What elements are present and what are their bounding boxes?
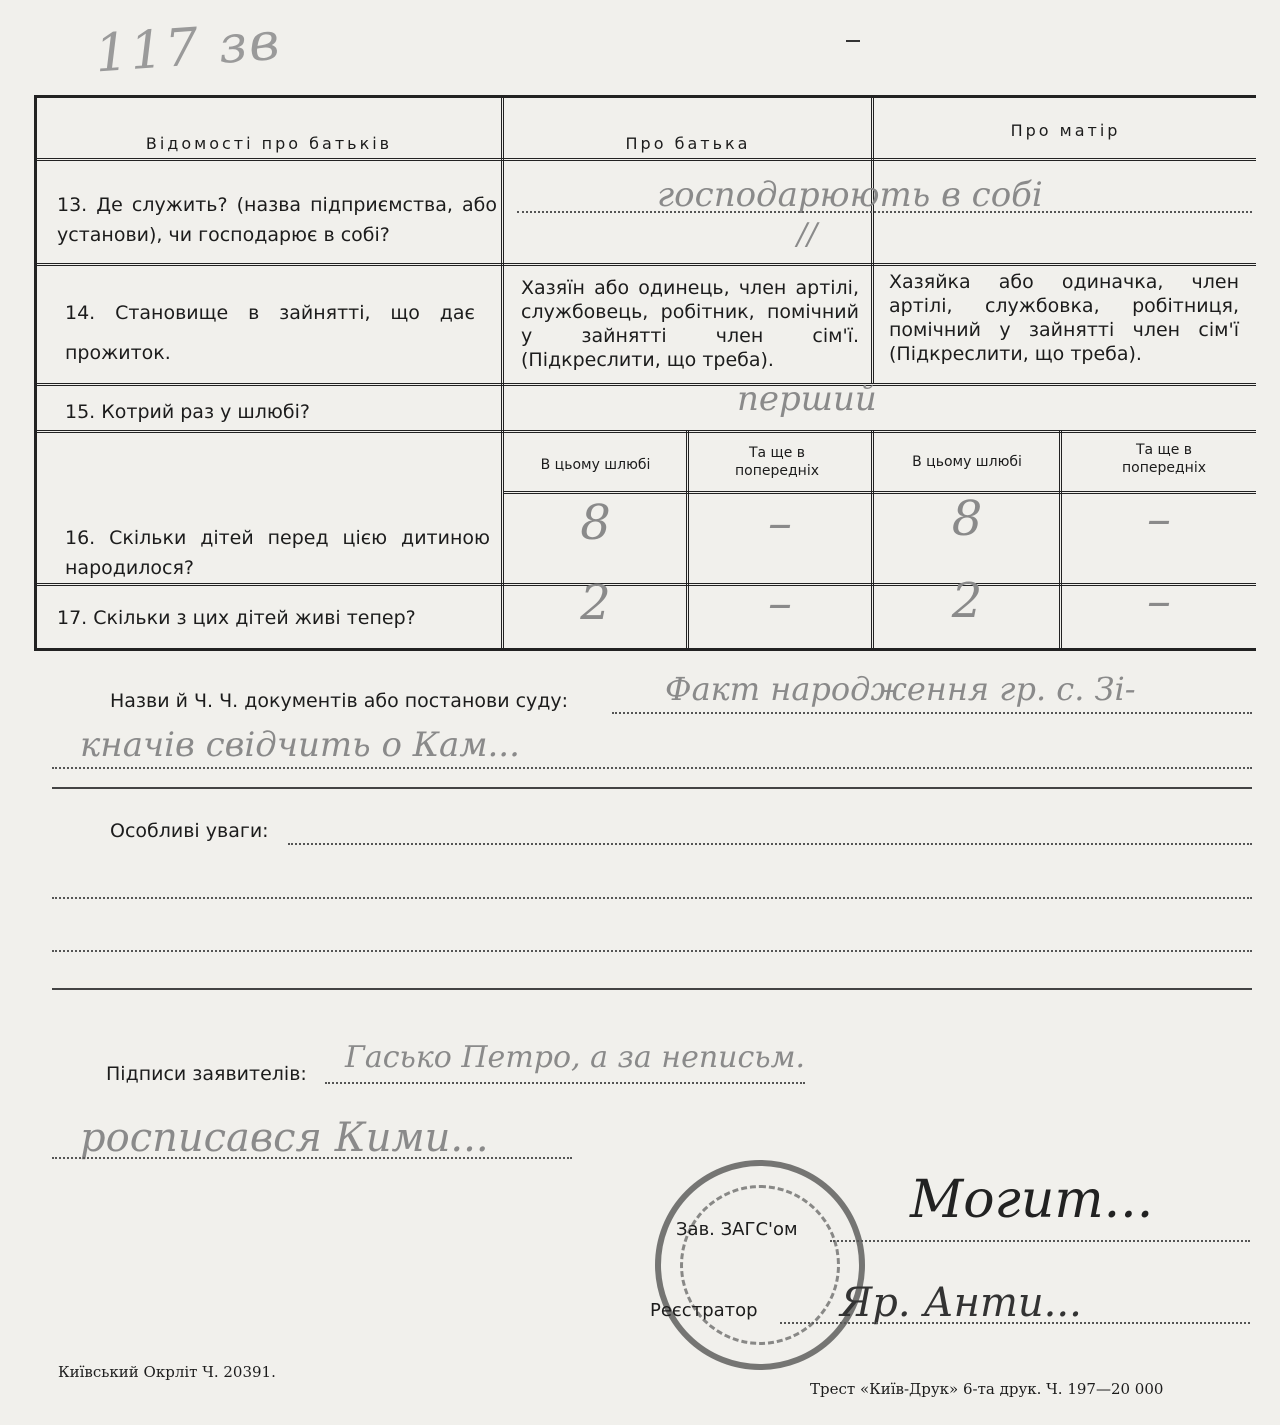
- dash-mark: [846, 40, 860, 42]
- father-this-marriage-header: В цьому шлюбі: [540, 457, 651, 473]
- zags-head-label: Зав. ЗАГС'ом: [676, 1219, 798, 1240]
- header-mother: Про матір: [1010, 121, 1121, 140]
- row-divider: [37, 430, 1256, 433]
- mother-previous-header: Та ще в попередніх: [1122, 442, 1206, 476]
- documents-label: Назви й Ч. Ч. документів або постанови суду:: [110, 690, 569, 712]
- signatures-line1: Гасько Петро, а за неписьм.: [345, 1040, 806, 1075]
- q13-answer-line: [517, 211, 1252, 213]
- father-previous-header: Та ще в попередніх: [735, 445, 819, 479]
- documents-line3-rule: [52, 787, 1252, 789]
- official-stamp-inner-ring: [680, 1185, 840, 1345]
- col-divider: [871, 430, 874, 651]
- documents-line1: Факт народження гр. с. Зі-: [665, 670, 1136, 708]
- q14-father-options: Хазяїн або одинець, член артілі, службовець, робітник, помічний у зайнятті член сім'ї. (Підкреслити, що треба).: [521, 277, 859, 371]
- q14-mother-options: Хазяйка або одиначка, член артілі, службовка, робітниця, помічний у зайнятті член сім'ї (Підкреслити, що треба).: [889, 271, 1239, 365]
- registrar-label: Реєстратор: [650, 1300, 758, 1321]
- signatures-label: Підписи заявителів:: [106, 1063, 307, 1085]
- row-divider: [37, 583, 1256, 586]
- zags-head-signature-rule: [830, 1240, 1250, 1242]
- q13-label: 13. Де служить? (назва підприємства, або установи), чи господарює в собі?: [57, 194, 497, 246]
- remarks-line2-rule: [52, 897, 1252, 899]
- row-divider: [37, 383, 1256, 386]
- documents-line2-rule: [52, 767, 1252, 769]
- q16-father-prev: –: [768, 495, 792, 551]
- q16-mother-this: 8: [951, 491, 983, 547]
- row-divider: [37, 158, 1256, 161]
- signatures-line2-rule: [52, 1157, 572, 1159]
- zags-head-signature: Могит...: [910, 1170, 1154, 1230]
- registrar-signature: Яр. Анти...: [840, 1280, 1082, 1326]
- remarks-line3-rule: [52, 950, 1252, 952]
- q17-father-this: 2: [580, 575, 611, 631]
- archive-page-number: 117 зв: [93, 11, 284, 85]
- footer-right: Трест «Київ-Друк» 6-та друк. Ч. 197—20 000: [810, 1380, 1164, 1398]
- q13-answer: господарюють в собі: [657, 175, 1043, 215]
- q16-mother-prev: –: [1147, 491, 1171, 547]
- documents-line1-rule: [612, 712, 1252, 714]
- signatures-line2: росписався Кими...: [80, 1115, 489, 1161]
- col-divider: [686, 430, 689, 651]
- q16-father-this: 8: [580, 495, 611, 551]
- q15-answer: перший: [737, 379, 877, 419]
- row-divider: [37, 263, 1256, 266]
- q17-mother-prev: –: [1147, 573, 1171, 629]
- q15-label: 15. Котрий раз у шлюбі?: [65, 401, 310, 423]
- q16-label: 16. Скільки дітей перед цією дитиною народилося?: [65, 527, 490, 579]
- col-divider: [501, 98, 504, 651]
- header-parents-info: Відомості про батьків: [145, 134, 393, 153]
- documents-line2: кначів свідчить о Кам...: [80, 725, 520, 765]
- parents-info-table: [34, 95, 1256, 651]
- col-divider: [871, 98, 874, 383]
- remarks-line4-rule: [52, 988, 1252, 990]
- col-divider: [1059, 430, 1062, 651]
- mother-this-marriage-header: В цьому шлюбі: [912, 454, 1022, 470]
- q17-mother-this: 2: [951, 573, 983, 629]
- footer-left: Київський Окрліт Ч. 20391.: [58, 1363, 276, 1381]
- q17-label: 17. Скільки з цих дітей живі тепер?: [57, 607, 416, 629]
- q17-father-prev: –: [768, 575, 792, 631]
- signatures-line1-rule: [325, 1082, 805, 1084]
- row-divider: [503, 491, 1256, 494]
- registrar-signature-rule: [780, 1322, 1250, 1324]
- header-father: Про батька: [625, 134, 751, 153]
- q14-label: 14. Становище в зайнятті, що дає прожиток.: [65, 302, 475, 364]
- remarks-line1-rule: [288, 843, 1252, 845]
- q13-mark: //: [797, 217, 818, 252]
- remarks-label: Особливі уваги:: [110, 820, 269, 842]
